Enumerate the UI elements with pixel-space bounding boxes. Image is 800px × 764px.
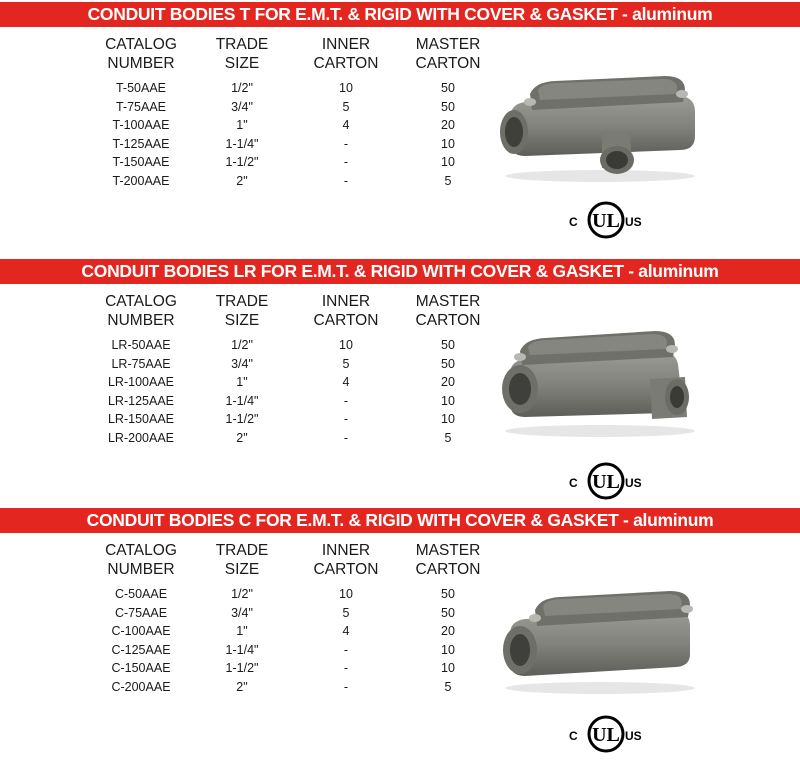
header-trade-size: TRADE SIZE xyxy=(215,293,269,329)
svg-text:US: US xyxy=(625,729,642,743)
inner-carton: 5 xyxy=(342,356,350,371)
table-row xyxy=(0,429,500,448)
header-catalog-number: CATALOG NUMBER xyxy=(105,542,177,578)
section-lr xyxy=(0,259,800,509)
table-row xyxy=(0,392,500,411)
table-row xyxy=(0,373,500,392)
section-t xyxy=(0,2,800,252)
trade-size: 1" xyxy=(236,624,248,639)
table-body xyxy=(0,79,500,191)
table-row xyxy=(0,622,500,641)
table-row xyxy=(0,135,500,154)
table-body xyxy=(0,585,500,697)
header-master-carton: MASTER CARTON xyxy=(415,293,481,329)
table-row xyxy=(0,604,500,623)
master-carton: 10 xyxy=(441,412,455,427)
master-carton: 50 xyxy=(441,605,455,620)
inner-carton: - xyxy=(343,155,349,170)
inner-carton: - xyxy=(343,661,349,676)
master-carton: 20 xyxy=(441,118,455,133)
svg-text:UL: UL xyxy=(592,210,620,232)
catalog-number: LR-100AAE xyxy=(107,375,174,390)
header-inner-carton: INNER CARTON xyxy=(313,36,379,72)
section-c xyxy=(0,508,800,764)
header-inner-carton: INNER CARTON xyxy=(313,293,379,329)
header-master-carton: MASTER CARTON xyxy=(415,36,481,72)
table-row xyxy=(0,355,500,374)
trade-size: 1-1/4" xyxy=(225,393,259,408)
trade-size: 2" xyxy=(236,679,248,694)
catalog-number: T-75AAE xyxy=(115,99,167,114)
trade-size: 3/4" xyxy=(231,99,253,114)
master-carton: 5 xyxy=(444,430,452,445)
table-row xyxy=(0,79,500,98)
svg-text:US: US xyxy=(625,215,642,229)
trade-size: 1/2" xyxy=(231,587,253,601)
trade-size: 2" xyxy=(236,173,248,188)
inner-carton: 10 xyxy=(339,587,353,601)
master-carton: 10 xyxy=(441,136,455,151)
table-row xyxy=(0,98,500,117)
table-row xyxy=(0,410,500,429)
conduit-body-lr-image xyxy=(490,319,700,439)
svg-text:C: C xyxy=(569,215,578,229)
inner-carton: - xyxy=(343,430,349,445)
conduit-body-t-image xyxy=(490,64,700,184)
catalog-number: C-100AAE xyxy=(111,624,171,639)
trade-size: 3/4" xyxy=(231,605,253,620)
master-carton: 10 xyxy=(441,642,455,657)
svg-text:UL: UL xyxy=(592,724,620,746)
inner-carton: - xyxy=(343,393,349,408)
section-title: CONDUIT BODIES T FOR E.M.T. & RIGID WITH COVER & GASKET - aluminum xyxy=(0,2,800,27)
inner-carton: 10 xyxy=(339,81,353,95)
header-catalog-number: CATALOG NUMBER xyxy=(105,36,177,72)
catalog-number: C-200AAE xyxy=(111,679,171,694)
table-row xyxy=(0,116,500,135)
catalog-number: LR-200AAE xyxy=(107,430,174,445)
table-row xyxy=(0,153,500,172)
master-carton: 50 xyxy=(441,587,455,601)
master-carton: 50 xyxy=(441,356,455,371)
trade-size: 1-1/2" xyxy=(225,661,259,676)
table-row xyxy=(0,641,500,660)
inner-carton: - xyxy=(343,679,349,694)
trade-size: 3/4" xyxy=(231,356,253,371)
catalog-number: C-50AAE xyxy=(114,587,168,601)
header-trade-size: TRADE SIZE xyxy=(215,36,269,72)
catalog-number: T-50AAE xyxy=(115,81,167,95)
section-title: CONDUIT BODIES LR FOR E.M.T. & RIGID WITH COVER & GASKET - aluminum xyxy=(0,259,800,284)
table-row xyxy=(0,172,500,191)
svg-text:C: C xyxy=(569,729,578,743)
master-carton: 20 xyxy=(441,375,455,390)
catalog-number: T-150AAE xyxy=(112,155,170,170)
catalog-number: LR-75AAE xyxy=(111,356,171,371)
master-carton: 10 xyxy=(441,393,455,408)
master-carton: 5 xyxy=(444,173,452,188)
conduit-body-c-image xyxy=(490,576,700,696)
inner-carton: - xyxy=(343,136,349,151)
trade-size: 2" xyxy=(236,430,248,445)
catalog-number: T-200AAE xyxy=(112,173,170,188)
header-trade-size: TRADE SIZE xyxy=(215,542,269,578)
trade-size: 1-1/4" xyxy=(225,136,259,151)
inner-carton: 4 xyxy=(342,624,350,639)
svg-text:C: C xyxy=(569,476,578,490)
catalog-number: T-125AAE xyxy=(112,136,170,151)
catalog-number: LR-150AAE xyxy=(107,412,174,427)
trade-size: 1/2" xyxy=(231,81,253,95)
section-title: CONDUIT BODIES C FOR E.M.T. & RIGID WITH COVER & GASKET - aluminum xyxy=(0,508,800,533)
header-inner-carton: INNER CARTON xyxy=(313,542,379,578)
trade-size: 1-1/4" xyxy=(225,642,259,657)
inner-carton: - xyxy=(343,642,349,657)
catalog-number: T-100AAE xyxy=(112,118,170,133)
master-carton: 20 xyxy=(441,624,455,639)
inner-carton: 10 xyxy=(339,338,353,352)
master-carton: 10 xyxy=(441,661,455,676)
header-catalog-number: CATALOG NUMBER xyxy=(105,293,177,329)
ul-listed-mark-icon xyxy=(565,714,647,754)
trade-size: 1-1/2" xyxy=(225,412,259,427)
svg-text:UL: UL xyxy=(592,471,620,493)
svg-text:US: US xyxy=(625,476,642,490)
catalog-number: LR-50AAE xyxy=(111,338,171,352)
catalog-number: C-125AAE xyxy=(111,642,171,657)
table-row xyxy=(0,585,500,604)
master-carton: 50 xyxy=(441,81,455,95)
trade-size: 1-1/2" xyxy=(225,155,259,170)
inner-carton: 5 xyxy=(342,605,350,620)
inner-carton: 4 xyxy=(342,118,350,133)
trade-size: 1" xyxy=(236,375,248,390)
inner-carton: - xyxy=(343,173,349,188)
table-row xyxy=(0,678,500,697)
catalog-number: C-75AAE xyxy=(114,605,168,620)
trade-size: 1/2" xyxy=(231,338,253,352)
inner-carton: 5 xyxy=(342,99,350,114)
master-carton: 10 xyxy=(441,155,455,170)
master-carton: 50 xyxy=(441,99,455,114)
catalog-number: C-150AAE xyxy=(111,661,171,676)
table-row xyxy=(0,659,500,678)
inner-carton: - xyxy=(343,412,349,427)
header-master-carton: MASTER CARTON xyxy=(415,542,481,578)
ul-listed-mark-icon xyxy=(565,461,647,501)
inner-carton: 4 xyxy=(342,375,350,390)
master-carton: 50 xyxy=(441,338,455,352)
ul-listed-mark-icon xyxy=(565,200,647,240)
trade-size: 1" xyxy=(236,118,248,133)
master-carton: 5 xyxy=(444,679,452,694)
table-body xyxy=(0,336,500,448)
table-row xyxy=(0,336,500,355)
catalog-number: LR-125AAE xyxy=(107,393,174,408)
